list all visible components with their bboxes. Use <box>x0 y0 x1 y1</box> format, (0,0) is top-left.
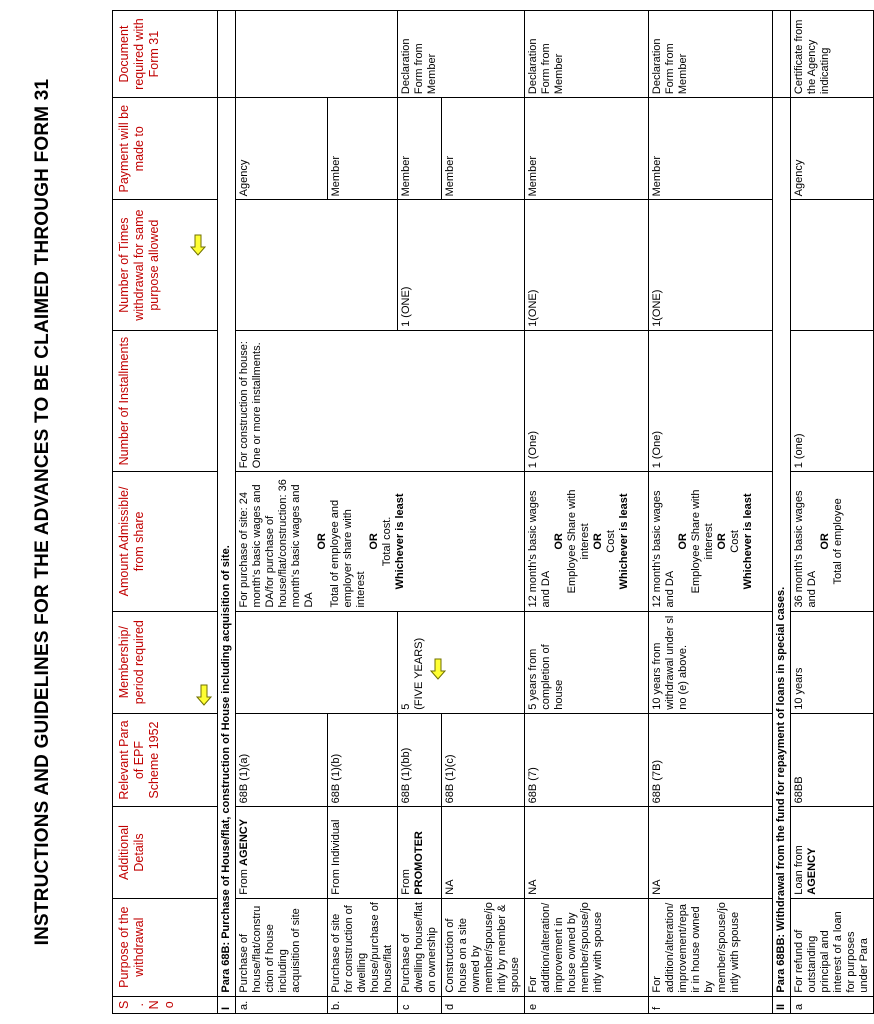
row-sno: d <box>442 996 525 1013</box>
row-details <box>236 807 328 898</box>
membership-years-words: (FIVE YEARS) <box>413 637 425 710</box>
section-number: II <box>773 996 791 1013</box>
row-document: Declaration Form from Member <box>398 11 525 98</box>
row-amount <box>525 472 649 611</box>
row-document <box>236 11 398 98</box>
amount-whichever: Whichever is least <box>742 493 754 590</box>
row-details: From Individual <box>328 807 398 898</box>
row-purpose: Purchase of house/flat/construction of house including acquisition of site <box>236 898 328 996</box>
row-times: 1(ONE) <box>525 200 649 331</box>
row-membership <box>236 611 398 713</box>
row-membership: 10 years <box>791 611 874 713</box>
row-amount <box>649 472 773 611</box>
row-membership <box>398 611 525 713</box>
row-document: Certificate from the Agency indicating <box>791 11 874 98</box>
amount-text: 36 month's basic wages and DA <box>793 490 818 608</box>
row-payment: Member <box>525 98 649 200</box>
row-sno: e <box>525 996 649 1013</box>
header-para: Relevant Para of EPF Scheme 1952 <box>113 713 218 807</box>
row-times: 1 (ONE) <box>398 200 525 331</box>
amount-text: For purchase of site: 24 month's basic wages and DA/for purchase of house/flat/construction: 36 month's basic wages and DA <box>238 479 315 608</box>
amount-share: Employee Share with interest <box>566 489 591 594</box>
header-times: Number of Times withdrawal for same purpose allowed <box>113 200 218 331</box>
row-details <box>398 807 442 898</box>
row-details <box>791 807 874 898</box>
details-prefix: From <box>400 869 412 895</box>
row-para: 68B (1)(b) <box>328 713 398 807</box>
section-row-2 <box>773 11 791 1014</box>
amount-or: OR <box>553 533 565 550</box>
row-purpose: Construction of house on a site owned by member/spouse/jointly by member & spouse <box>442 898 525 996</box>
section-title: Para 68BB: Withdrawal from the fund for repayment of loans in special cases. <box>773 98 791 997</box>
row-document: Declaration Form from Member <box>649 11 773 98</box>
details-prefix: From <box>238 869 250 895</box>
row-purpose: For addition/alteration/improvement/repair in house owned by member/spouse/jointly with spouse <box>649 898 773 996</box>
details-prefix: Loan from <box>793 845 805 895</box>
header-membership: Membership/ period required <box>113 611 218 713</box>
header-details: Additional Details <box>113 807 218 898</box>
header-row <box>113 11 218 1014</box>
row-details: NA <box>649 807 773 898</box>
row-installments: For construction of house: One or more installments. <box>236 330 525 471</box>
amount-or: OR <box>368 533 380 550</box>
row-payment: Member <box>649 98 773 200</box>
row-sno: b. <box>328 996 398 1013</box>
row-para: 68B (1)(a) <box>236 713 328 807</box>
amount-whichever: Whichever is least <box>618 493 630 590</box>
row-payment: Member <box>328 98 398 200</box>
row-sno: f <box>649 996 773 1013</box>
row-para: 68BB <box>791 713 874 807</box>
amount-text: 12 month's basic wages and DA <box>527 490 552 608</box>
amount-share: Total of employee and employer share with interest <box>329 499 367 608</box>
row-para: 68B (1)(bb) <box>398 713 442 807</box>
amount-cost: Cost <box>605 530 617 553</box>
table-row <box>649 11 773 1014</box>
header-sno: S.No <box>113 996 218 1013</box>
row-para: 68B (7) <box>525 713 649 807</box>
table-row <box>791 11 874 1014</box>
row-installments: 1 (One) <box>525 330 649 471</box>
amount-share: Total of employee <box>832 498 844 585</box>
row-membership: 10 years from withdrawal under sl no (e) above. <box>649 611 773 713</box>
header-amount: Amount Admissible/ from share <box>113 472 218 611</box>
row-purpose: For addition/alteration/improvement in house owned by member/spouse/jointly with spouse <box>525 898 649 996</box>
row-payment: Agency <box>791 98 874 200</box>
table-row <box>525 11 649 1014</box>
header-document: Document required with Form 31 <box>113 11 218 98</box>
amount-or: OR <box>316 533 328 550</box>
row-purpose: For refund of outstanding principal and interest of a loan for purposes under Para <box>791 898 874 996</box>
amount-or: OR <box>592 533 604 550</box>
amount-cost: Total cost. <box>381 516 393 567</box>
row-sno: a. <box>236 996 328 1013</box>
amount-or: OR <box>819 533 831 550</box>
header-payment: Payment will be made to <box>113 98 218 200</box>
section-row-1 <box>218 11 236 1014</box>
row-payment: Agency <box>236 98 328 200</box>
row-payment: Member <box>398 98 442 200</box>
amount-or: OR <box>677 533 689 550</box>
header-purpose: Purpose of the withdrawal <box>113 898 218 996</box>
amount-text: 12 month's basic wages and DA <box>651 490 676 608</box>
header-installments: Number of Installments <box>113 330 218 471</box>
details-promoter: PROMOTER <box>413 831 425 895</box>
row-details: NA <box>525 807 649 898</box>
membership-years: 5 <box>400 703 412 710</box>
guidelines-table <box>112 10 874 1014</box>
row-payment: Member <box>442 98 525 200</box>
section-number: I <box>218 996 236 1013</box>
row-purpose: Purchase of dwelling house/flat on ownership <box>398 898 442 996</box>
row-installments: 1 (One) <box>649 330 773 471</box>
row-times: 1(ONE) <box>649 200 773 331</box>
row-sno: c <box>398 996 442 1013</box>
amount-whichever: Whichever is least <box>394 493 406 590</box>
row-membership: 5 years from completion of house <box>525 611 649 713</box>
row-times <box>236 200 398 331</box>
details-agency: AGENCY <box>238 818 250 866</box>
row-amount <box>236 472 525 611</box>
row-details: NA <box>442 807 525 898</box>
row-amount <box>791 472 874 611</box>
row-para: 68B (7B) <box>649 713 773 807</box>
section-blank <box>218 11 236 98</box>
amount-cost: Cost <box>729 530 741 553</box>
amount-share: Employee Share with interest <box>690 489 715 594</box>
details-agency: AGENCY <box>806 847 818 895</box>
page-title: INSTRUCTIONS AND GUIDELINES FOR THE ADVANCES TO BE CLAIMED THROUGH FORM 31 <box>32 78 53 946</box>
row-sno: a <box>791 996 874 1013</box>
row-purpose: Purchase of site for construction of dwelling house/purchase of house/flat <box>328 898 398 996</box>
section-title: Para 68B: Purchase of House/flat, construction of House including acquisition of site. <box>218 98 236 997</box>
section-blank <box>773 11 791 98</box>
row-times <box>791 200 874 331</box>
row-installments: 1 (one) <box>791 330 874 471</box>
table-row <box>236 11 328 1014</box>
row-para: 68B (1)(c) <box>442 713 525 807</box>
amount-or: OR <box>716 533 728 550</box>
row-document: Declaration Form from Member <box>525 11 649 98</box>
